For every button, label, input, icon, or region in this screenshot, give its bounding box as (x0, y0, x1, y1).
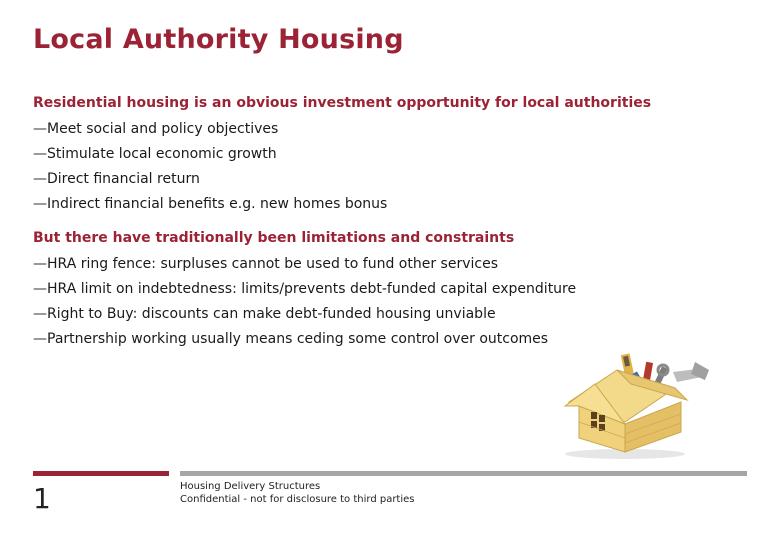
bullet-marker: — (33, 121, 47, 137)
footer-accent-bar (33, 471, 169, 476)
bullet-item (33, 256, 498, 272)
bullet-text: Meet social and policy objectives (47, 121, 279, 137)
bullet-item (33, 306, 496, 322)
bullet-marker: — (33, 281, 47, 297)
footer-divider-bar (180, 471, 747, 476)
bullet-item (33, 281, 576, 297)
bullet-text: Right to Buy: discounts can make debt-funded housing unviable (47, 306, 496, 322)
bullet-item (33, 331, 548, 347)
bullet-item (33, 171, 200, 187)
bullet-marker: — (33, 306, 47, 322)
slide-title: Local Authority Housing (33, 24, 404, 55)
bullet-text: Stimulate local economic growth (47, 146, 277, 162)
house-toolbox-image (555, 340, 725, 460)
bullet-marker: — (33, 256, 47, 272)
bullet-text: HRA ring fence: surpluses cannot be used to fund other services (47, 256, 498, 272)
bullet-text: HRA limit on indebtedness: limits/prevents debt-funded capital expenditure (47, 281, 577, 297)
bullet-text: Partnership working usually means ceding some control over outcomes (47, 331, 549, 347)
bullet-item (33, 196, 387, 212)
section-heading-opportunity: Residential housing is an obvious investment opportunity for local authorities (33, 95, 652, 111)
bullet-item (33, 146, 277, 162)
bullet-marker: — (33, 196, 47, 212)
bullet-marker: — (33, 146, 47, 162)
bullet-marker: — (33, 171, 47, 187)
footer-text (180, 480, 415, 506)
footer-line-1: Housing Delivery Structures (180, 481, 321, 492)
page-number: 1 (33, 482, 51, 515)
section-heading-constraints: But there have traditionally been limitations and constraints (33, 230, 515, 246)
bullet-text: Direct financial return (47, 171, 200, 187)
bullet-marker: — (33, 331, 47, 347)
bullet-text: Indirect financial benefits e.g. new homes bonus (47, 196, 388, 212)
bullet-item (33, 121, 278, 137)
footer-line-2: Confidential - not for disclosure to third parties (180, 494, 415, 505)
